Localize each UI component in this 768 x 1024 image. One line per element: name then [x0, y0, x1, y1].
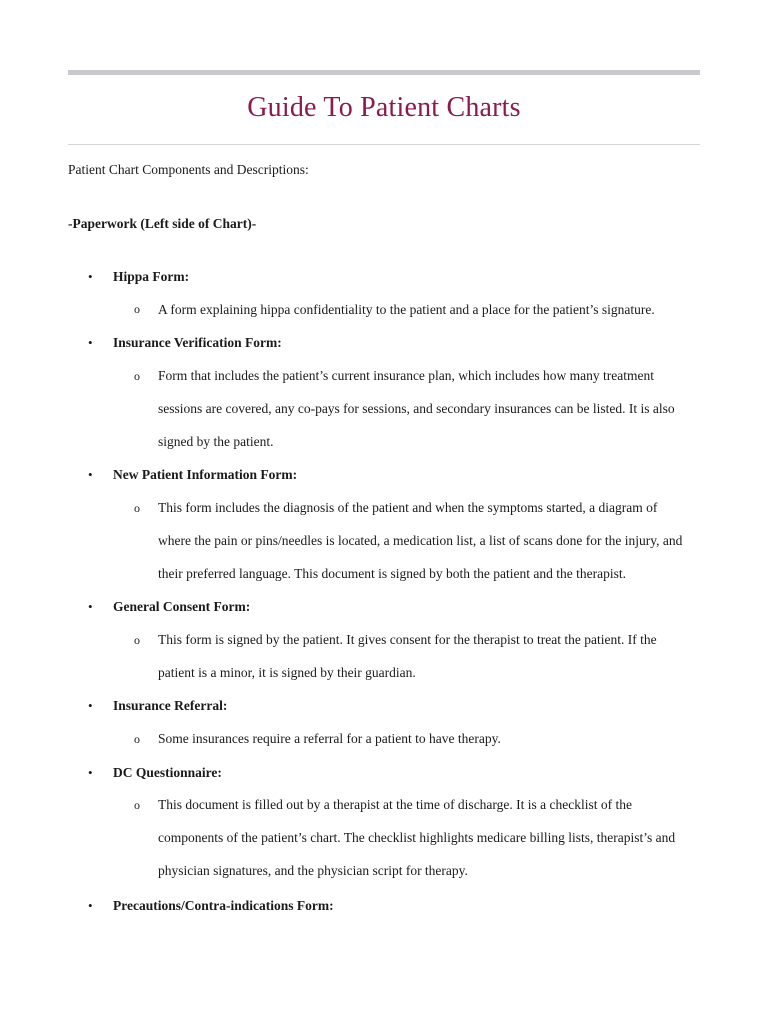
item-label: New Patient Information Form:: [113, 467, 298, 482]
bullet-icon: •: [88, 898, 93, 913]
sub-bullet-icon: o: [134, 798, 140, 812]
description-line: their preferred language. This document is signed by both the patient and the therapist.: [158, 566, 626, 581]
item-label: Hippa Form:: [113, 269, 190, 284]
item-description: [158, 623, 703, 689]
description-line: where the pain or pins/needles is located, a medication list, a list of scans done for the injury, and: [158, 533, 683, 548]
sub-bullet-icon: o: [134, 302, 140, 316]
description-line: signed by the patient.: [158, 434, 274, 449]
sub-bullet-icon: o: [134, 633, 140, 647]
bullet-icon: •: [88, 599, 93, 614]
description-line: A form explaining hippa confidentiality to the patient and a place for the patient’s signature.: [158, 302, 655, 317]
section-heading: -Paperwork (Left side of Chart)-: [68, 216, 257, 231]
bullet-icon: •: [88, 765, 93, 780]
title-divider: [68, 144, 700, 145]
item-description: [158, 491, 703, 590]
item-description: [158, 788, 703, 887]
sub-bullet-icon: o: [134, 501, 140, 515]
item-label: General Consent Form:: [113, 599, 251, 614]
sub-bullet-icon: o: [134, 732, 140, 746]
bullet-icon: •: [88, 335, 93, 350]
item-label: Precautions/Contra-indications Form:: [113, 898, 334, 913]
sub-bullet-icon: o: [134, 369, 140, 383]
description-line: physician signatures, and the physician script for therapy.: [158, 863, 468, 878]
description-line: components of the patient’s chart. The checklist highlights medicare billing lists, therapist’s and: [158, 830, 676, 845]
description-line: patient is a minor, it is signed by their guardian.: [158, 665, 416, 680]
page-title: Guide To Patient Charts: [247, 92, 521, 123]
item-description: [158, 359, 703, 458]
description-line: This form is signed by the patient. It gives consent for the therapist to treat the patient. If the: [158, 632, 657, 647]
bullet-icon: •: [88, 269, 93, 284]
item-description: [158, 293, 703, 326]
header-rule: [68, 70, 700, 75]
bullet-icon: •: [88, 698, 93, 713]
description-line: sessions are covered, any co-pays for sessions, and secondary insurances can be listed. It is also: [158, 401, 675, 416]
description-line: Some insurances require a referral for a patient to have therapy.: [158, 731, 501, 746]
bullet-icon: •: [88, 467, 93, 482]
item-description: [158, 722, 703, 755]
description-line: Form that includes the patient’s current insurance plan, which includes how many treatment: [158, 368, 654, 383]
description-line: This form includes the diagnosis of the patient and when the symptoms started, a diagram of: [158, 500, 658, 515]
item-label: Insurance Referral:: [113, 698, 228, 713]
item-label: Insurance Verification Form:: [113, 335, 282, 350]
description-line: This document is filled out by a therapist at the time of discharge. It is a checklist of the: [158, 797, 633, 812]
intro-text: Patient Chart Components and Descriptions:: [68, 162, 309, 177]
item-label: DC Questionnaire:: [113, 765, 222, 780]
